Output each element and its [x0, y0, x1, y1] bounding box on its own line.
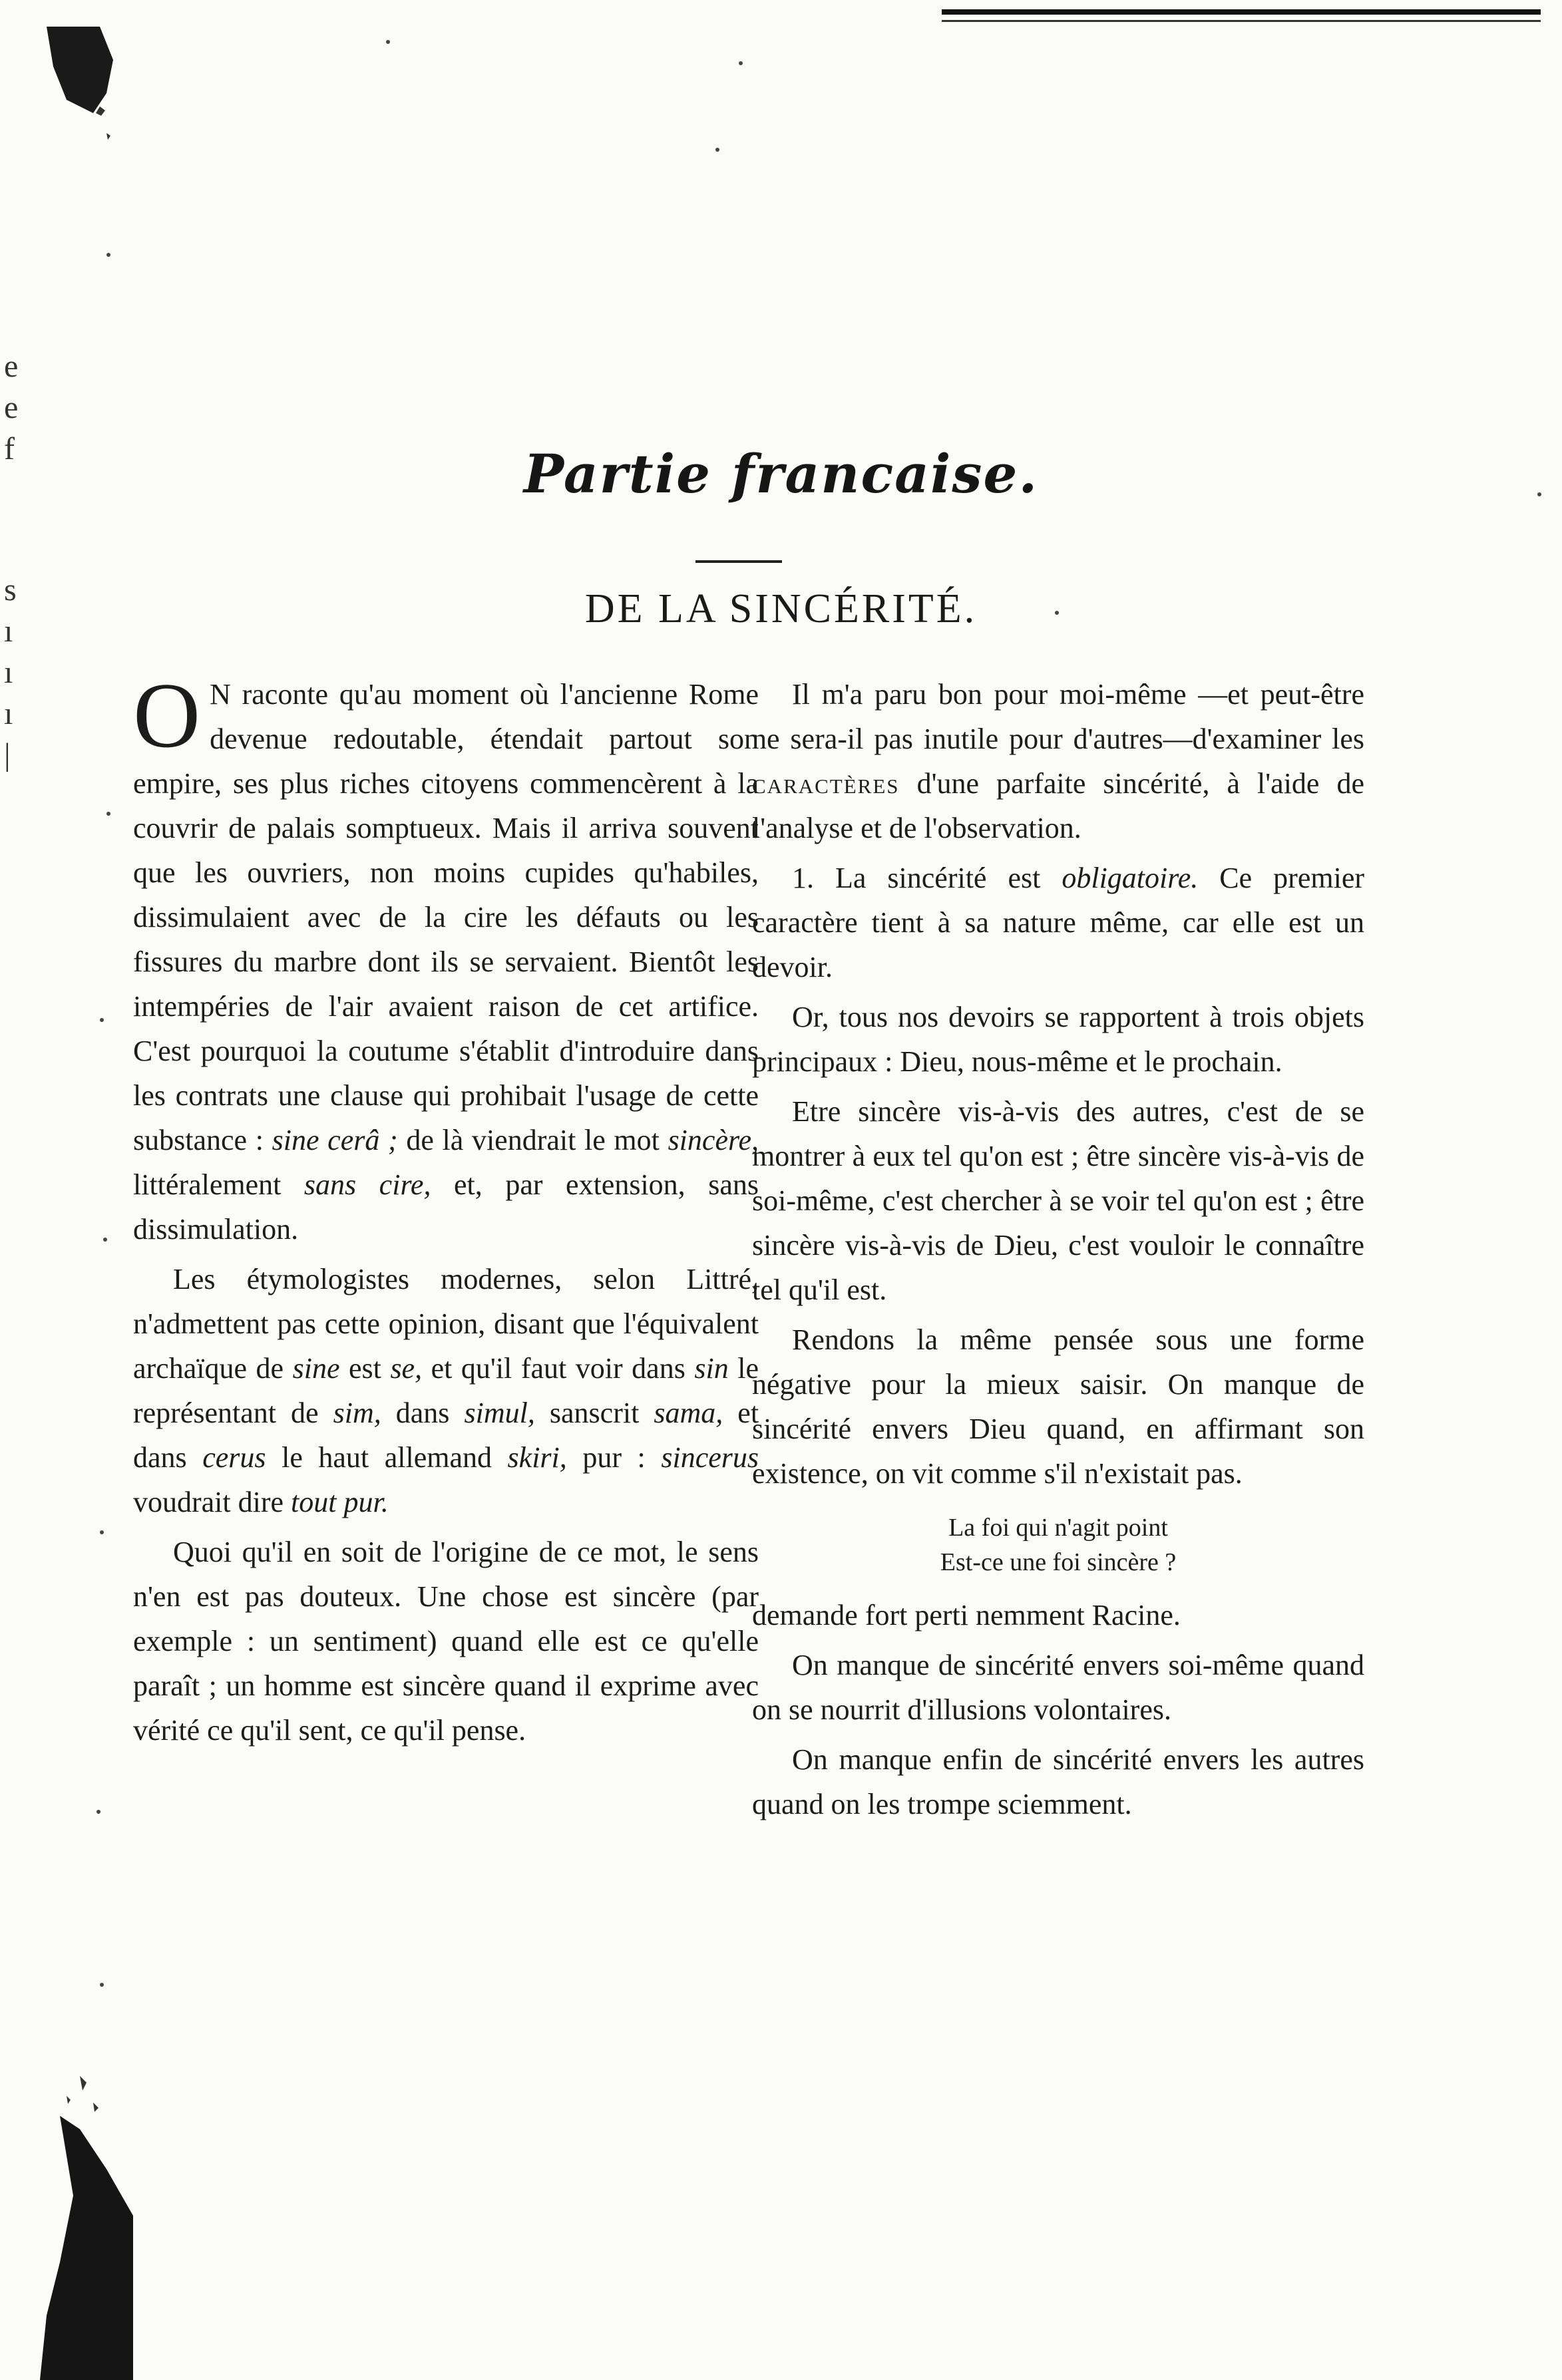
- paragraph-6: demande fort perti nemment Racine.: [752, 1599, 1181, 1631]
- margin-letter: |: [4, 737, 11, 772]
- text-italic: se,: [390, 1352, 423, 1385]
- margin-letter: ı: [4, 655, 13, 690]
- text: 1. La sincérité est: [792, 862, 1041, 894]
- text-italic: sim,: [333, 1397, 381, 1429]
- text: est: [349, 1352, 381, 1385]
- text: et, par extension, sans dissimulation.: [133, 1168, 759, 1246]
- section-title: Partie francaise.: [523, 442, 1039, 505]
- paragraph-3: Or, tous nos devoirs se rapportent à trois objets principaux : Dieu, nous-même et le prochain.: [752, 1001, 1364, 1078]
- scan-binding-edge: [0, 0, 133, 2380]
- text-italic: skiri,: [507, 1441, 567, 1474]
- paragraph-5: Rendons la même pensée sous une forme négative pour la mieux saisir. On manque de sincérité envers Dieu quand, en affirmant son existence, on vit comme s'il n'existait pas.: [752, 1323, 1364, 1490]
- paragraph-3: Quoi qu'il en soit de l'origine de ce mot, le sens n'en est pas douteux. Une chose est sincère (par exemple : un sentiment) quand elle est ce qu'elle paraît ; un homme est sincère quand il exprime avec vérité ce qu'il sent, ce qu'il pense.: [133, 1536, 759, 1747]
- text: et qu'il faut voir dans: [431, 1352, 685, 1385]
- text-italic: cerus: [202, 1441, 266, 1474]
- margin-letter: ı: [4, 696, 13, 731]
- text: N raconte qu'au moment où l'ancienne Rome devenue redoutable, étendait partout son empire, ses plus riches citoyens commencèrent à la couvrir de palais somptueux. Mais il arriva souvent que les ouvriers, non moins cupides qu'habiles, dissimulaient avec de la cire les défauts ou les fissures du marbre dont ils se servaient. Bientôt les intempéries de l'air avaient raison de cet artifice. C'est pourquoi la coutume s'établit d'introduire dans les contrats une clause qui prohibait l'usage de cette substance :: [133, 678, 759, 1156]
- drop-cap: O: [133, 664, 201, 767]
- paragraph-7: On manque de sincérité envers soi-même quand on se nourrit d'illusions volontaires.: [752, 1649, 1364, 1726]
- margin-letter: e: [4, 349, 19, 384]
- quote-line: La foi qui n'agit point: [948, 1514, 1168, 1542]
- text: d'une parfaite sincérité, à l'aide de l'analyse et de l'observation.: [752, 767, 1364, 844]
- left-column: [133, 664, 759, 1753]
- top-border-rule-thin: [942, 20, 1541, 22]
- margin-letter: e: [4, 390, 19, 425]
- verse-quote: [752, 1510, 1364, 1580]
- text-italic: sincerus: [661, 1441, 759, 1474]
- text-italic: tout pur.: [291, 1486, 389, 1518]
- text-italic: obligatoire.: [1062, 862, 1199, 894]
- text-italic: simul,: [464, 1397, 535, 1429]
- text: sanscrit: [549, 1397, 640, 1429]
- text: Les étymologistes modernes, selon Littré, n'admettent pas cette opinion, disant que l'équivalent archaïque de: [133, 1263, 759, 1385]
- text: Ce premier caractère tient à sa nature même, car elle est un devoir.: [752, 862, 1364, 983]
- article-title: DE LA SINCÉRITÉ.: [584, 586, 978, 631]
- paragraph-1: [752, 672, 1364, 850]
- text-italic: sama,: [654, 1397, 723, 1429]
- text: et dans: [133, 1397, 759, 1474]
- text-italic: sans cire,: [303, 1168, 431, 1201]
- top-border-rule: [942, 9, 1541, 15]
- text-smallcaps: caractères: [752, 767, 900, 800]
- text-italic: sin: [694, 1352, 729, 1385]
- text: dans: [395, 1397, 450, 1429]
- text-italic: sincère,: [668, 1124, 759, 1156]
- text: voudrait dire: [133, 1486, 284, 1518]
- text: littéralement: [133, 1168, 282, 1201]
- title-rule: [695, 560, 782, 563]
- text: pur :: [582, 1441, 646, 1474]
- text: le représentant de: [133, 1352, 759, 1429]
- quote-line: Est-ce une foi sincère ?: [940, 1548, 1177, 1576]
- text: Il m'a paru bon pour moi-même —et peut-être ne sera-il pas inutile pour d'autres—d'examiner les: [752, 678, 1364, 755]
- paragraph-2: [752, 856, 1364, 989]
- text-italic: sine cerâ ;: [272, 1124, 398, 1156]
- text-italic: sine: [292, 1352, 340, 1385]
- margin-letter: ı: [4, 613, 13, 649]
- margin-letter: f: [4, 431, 15, 466]
- paragraph-1: [133, 664, 759, 1252]
- text: de là viendrait le mot: [406, 1124, 660, 1156]
- paragraph-8: On manque enfin de sincérité envers les autres quand on les trompe sciemment.: [752, 1743, 1364, 1820]
- margin-letters: [4, 346, 18, 776]
- text: le haut allemand: [282, 1441, 492, 1474]
- paragraph-2: [133, 1257, 759, 1524]
- paragraph-4: Etre sincère vis-à-vis des autres, c'est de se montrer à eux tel qu'on est ; être sincère vis-à-vis de soi-même, c'est chercher à se voir tel qu'on est ; être sincère vis-à-vis de Dieu, c'est vouloir le connaître tel qu'il est.: [752, 1095, 1364, 1306]
- right-column: [752, 672, 1364, 1826]
- margin-letter: s: [4, 572, 17, 607]
